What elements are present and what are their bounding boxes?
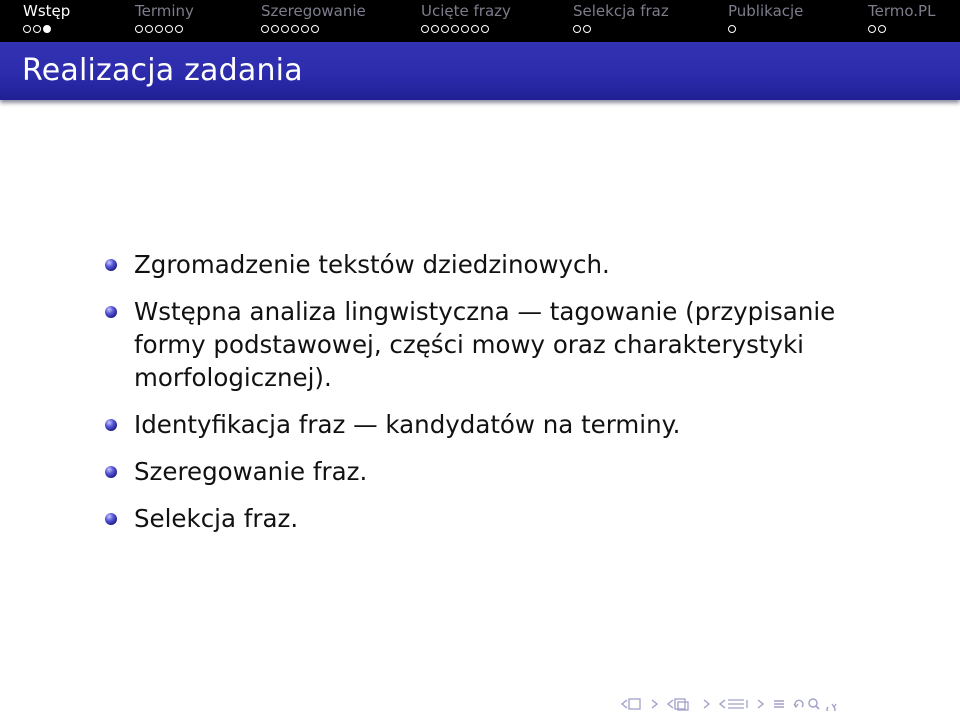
nav-section-label[interactable]: Publikacje (728, 2, 804, 20)
frame-dot-icon[interactable] (421, 25, 429, 33)
frame-dot-icon[interactable] (301, 25, 309, 33)
frame-dots (728, 24, 803, 34)
frame-dots (261, 24, 366, 34)
nav-section-uciete-frazy[interactable] (421, 2, 511, 42)
list-item (105, 502, 865, 535)
frame-dot-icon[interactable] (728, 25, 736, 33)
align-icon[interactable] (772, 697, 786, 711)
nav-section-termo-pl[interactable] (868, 2, 935, 42)
frame-dots (868, 24, 935, 34)
list-item-text: Identyfikacja fraz — kandydatów na terminy. (134, 410, 681, 439)
nav-section-wstep[interactable] (23, 2, 70, 42)
frame-dot-icon[interactable] (573, 25, 581, 33)
frame-dot-icon[interactable] (175, 25, 183, 33)
nav-section-szeregowanie[interactable] (261, 2, 366, 42)
frame-dots (421, 24, 511, 34)
frame-prev-icon[interactable] (620, 697, 642, 711)
frame-dot-icon[interactable] (481, 25, 489, 33)
nav-section-label[interactable]: Termo.PL (868, 2, 936, 20)
list-item-text: Zgromadzenie tekstów dziedzinowych. (134, 250, 610, 279)
bullet-ball-icon (105, 419, 117, 431)
list-item (105, 248, 865, 281)
bullet-list (105, 248, 865, 549)
nav-section-label[interactable]: Szeregowanie (261, 2, 366, 20)
nav-section-publikacje[interactable] (728, 2, 803, 42)
nav-section-label[interactable]: Terminy (135, 2, 194, 20)
frame-dot-icon[interactable] (441, 25, 449, 33)
frame-dot-icon[interactable] (261, 25, 269, 33)
nav-section-terminy[interactable] (135, 2, 194, 42)
frame-next-icon[interactable] (649, 697, 659, 711)
bullet-ball-icon (105, 306, 117, 318)
frame-dot-icon[interactable] (33, 25, 41, 33)
section-navigation-bar (0, 0, 960, 42)
bullet-ball-icon (105, 259, 117, 271)
frame-dots (23, 24, 70, 34)
nav-section-label[interactable]: Wstęp (23, 2, 71, 20)
frame-dot-icon[interactable] (281, 25, 289, 33)
search-icon[interactable] (793, 697, 837, 711)
frame-dot-icon[interactable] (135, 25, 143, 33)
frame-title: Realizacja zadania (22, 53, 303, 88)
nav-section-selekcja-fraz[interactable] (573, 2, 669, 42)
section-next-icon[interactable] (755, 697, 765, 711)
frame-dot-icon[interactable] (878, 25, 886, 33)
list-item-text: Wstępna analiza lingwistyczna — tagowanie (przypisanie formy podstawowej, części mowy oraz charakterystyki morfologicznej). (134, 297, 836, 392)
frame-dot-icon[interactable] (868, 25, 876, 33)
nav-section-label[interactable]: Selekcja fraz (573, 2, 669, 20)
frame-dot-icon[interactable] (271, 25, 279, 33)
list-item (105, 408, 865, 441)
frame-dot-icon[interactable] (583, 25, 591, 33)
frame-dot-icon[interactable] (471, 25, 479, 33)
frame-dot-icon[interactable] (451, 25, 459, 33)
subsection-next-icon[interactable] (701, 697, 711, 711)
frame-dot-icon[interactable] (431, 25, 439, 33)
frame-dot-icon[interactable] (291, 25, 299, 33)
nav-section-label[interactable]: Ucięte frazy (421, 2, 511, 20)
list-item-text: Selekcja fraz. (134, 504, 299, 533)
section-prev-icon[interactable] (718, 697, 748, 711)
subsection-prev-icon[interactable] (666, 697, 694, 711)
list-item (105, 295, 865, 394)
frame-dot-icon[interactable] (461, 25, 469, 33)
frame-dot-icon[interactable] (145, 25, 153, 33)
beamer-navigation-symbols (620, 694, 837, 714)
bullet-ball-icon (105, 513, 117, 525)
current-frame-dot-icon[interactable] (43, 25, 51, 33)
list-item-text: Szeregowanie fraz. (134, 457, 368, 486)
frame-dot-icon[interactable] (311, 25, 319, 33)
frame-dot-icon[interactable] (155, 25, 163, 33)
frame-dots (135, 24, 194, 34)
frame-dots (573, 24, 669, 34)
frame-title-band (0, 42, 960, 100)
bullet-ball-icon (105, 466, 117, 478)
frame-dot-icon[interactable] (165, 25, 173, 33)
frame-dot-icon[interactable] (23, 25, 31, 33)
list-item (105, 455, 865, 488)
